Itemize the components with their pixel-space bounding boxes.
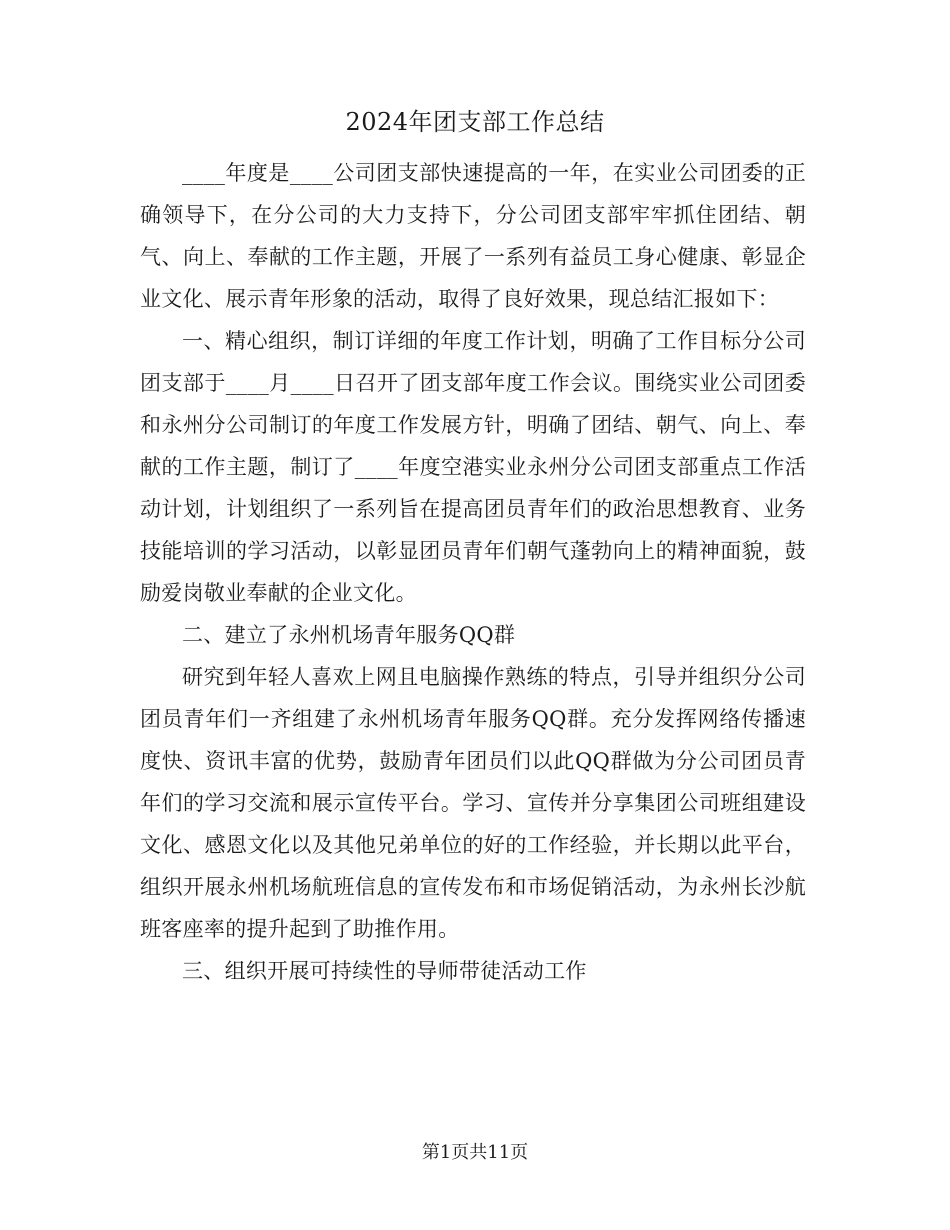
document-body: [140, 152, 806, 992]
document-title: 2024年团支部工作总结: [345, 108, 605, 136]
heading-section-3: 三、组织开展可持续性的导师带徒活动工作: [182, 959, 587, 983]
paragraph-section-2: 研究到年轻人喜欢上网且电脑操作熟练的特点，引导并组织分公司团员青年们一齐组建了永州机场青年服务QQ群。充分发挥网络传播速度快、资讯丰富的优势，鼓励青年团员们以此QQ群做为分公司团员青年们的学习交流和展示宣传平台。学习、宣传并分享集团公司班组建设文化、感恩文化以及其他兄弟单位的好的工作经验，并长期以此平台，组织开展永州机场航班信息的宣传发布和市场促销活动，为永州长沙航班客座率的提升起到了助推作用。: [140, 665, 806, 941]
paragraph-intro: ____年度是____公司团支部快速提高的一年，在实业公司团委的正确领导下，在分公司的大力支持下，分公司团支部牢牢抓住团结、朝气、向上、奉献的工作主题，开展了一系列有益员工身心健康、彰显企业文化、展示青年形象的活动，取得了良好效果，现总结汇报如下：: [140, 161, 806, 311]
paragraph-section-1: 一、精心组织，制订详细的年度工作计划，明确了工作目标分公司团支部于____月____日召开了团支部年度工作会议。围绕实业公司团委和永州分公司制订的年度工作发展方针，明确了团结、朝气、向上、奉献的工作主题，制订了____年度空港实业永州分公司团支部重点工作活动计划，计划组织了一系列旨在提高团员青年们的政治思想教育、业务技能培训的学习活动，以彰显团员青年们朝气蓬勃向上的精神面貌，鼓励爱岗敬业奉献的企业文化。: [140, 329, 806, 605]
page-number-footer: 第1页共11页: [421, 1142, 529, 1163]
heading-section-2: 二、建立了永州机场青年服务QQ群: [182, 623, 516, 647]
